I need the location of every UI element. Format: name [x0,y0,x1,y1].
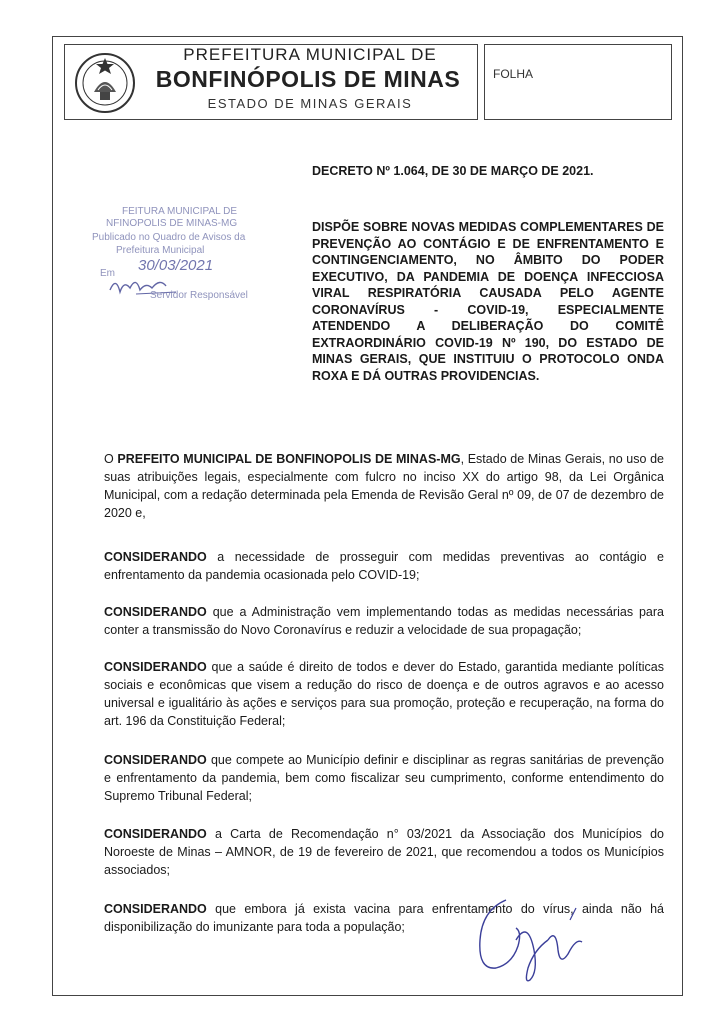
municipal-seal-icon [74,52,136,114]
paragraph-text: que compete ao Município definir e disciplinar as regras sanitárias de prevenção e enfrentamento da pandemia, bem como fiscalizar seu cumprimento, conforme entendimento do Supremo Tribunal Federal; [104,753,664,803]
decree-title: DECRETO Nº 1.064, DE 30 DE MARÇO DE 2021. [312,164,594,178]
folha-label: FOLHA [493,67,534,81]
stamp-line-1: FEITURA MUNICIPAL DE [122,206,238,217]
letterhead-line-prefeitura: PREFEITURA MUNICIPAL DE [183,45,437,64]
publication-stamp [92,206,260,306]
paragraph-lead: O [104,452,118,466]
folha-box [484,44,672,120]
considerando-paragraph [104,825,664,879]
paragraph-text: , Estado de Minas Gerais, no uso de suas atribuições legais, especialmente com fulcro no inciso XX do artigo 98, da Lei Orgânica Municipal, com a redação determinada pela Emenda de Revisão Geral nº 09, de 07 de dezembro de 2020 e, [104,452,664,520]
considerando-paragraph [104,751,664,805]
handwritten-signature-icon [472,880,602,990]
paragraph-bold: CONSIDERANDO [104,605,207,619]
stamp-line-3: Publicado no Quadro de Avisos da [92,232,246,243]
paragraph-bold: CONSIDERANDO [104,660,207,674]
considerando-paragraph [104,548,664,584]
stamp-date: 30/03/2021 [138,257,214,274]
paragraph-bold: PREFEITO MUNICIPAL DE BONFINOPOLIS DE MINAS-MG [117,452,461,466]
stamp-line-2: NFINOPOLIS DE MINAS-MG [106,218,238,229]
paragraph-bold: CONSIDERANDO [104,902,207,916]
stamp-line-4: Prefeitura Municipal [116,245,205,256]
stamp-responsible: Servidor Responsável [150,290,248,301]
paragraph-text: que a Administração vem implementando todas as medidas necessárias para conter a transmissão do Novo Coronavírus e reduzir a velocidade de sua propagação; [104,605,664,637]
preamble-paragraph [104,450,664,522]
letterhead-municipality-name: BONFINÓPOLIS DE MINAS [155,66,461,92]
paragraph-bold: CONSIDERANDO [104,827,207,841]
letterhead-state: ESTADO DE MINAS GERAIS [207,96,413,111]
paragraph-bold: CONSIDERANDO [104,550,207,564]
paragraph-bold: CONSIDERANDO [104,753,207,767]
stamp-date-prefix: Em [100,268,115,279]
paragraph-text: que a saúde é direito de todos e dever do Estado, garantida mediante políticas sociais e econômicas que visem a redução do risco de doença e de outros agravos e ao acesso universal e igualitário às ações e serviços para sua promoção, proteção e recuperação, na forma do art. 196 da Constituição Federal; [104,660,664,728]
paragraph-text: a necessidade de prosseguir com medidas preventivas ao contágio e enfrentamento da pandemia ocasionada pelo COVID-19; [104,550,664,582]
paragraph-text: a Carta de Recomendação n° 03/2021 da Associação dos Municípios do Noroeste de Minas – AMNOR, de 19 de fevereiro de 2021, que recomendou a todos os Municípios associados; [104,827,664,877]
considerando-paragraph [104,658,664,730]
considerando-paragraph [104,603,664,639]
decree-ementa: DISPÕE SOBRE NOVAS MEDIDAS COMPLEMENTARES DE PREVENÇÃO AO CONTÁGIO E DE ENFRENTAMENTO E CONTINGENCIAMENTO, NO ÂMBITO DO PODER EXECUTIVO, DA PANDEMIA DE DOENÇA INFECCIOSA VIRAL RESPIRATÓRIA CAUSADA PELO AGENTE CORONAVÍRUS - COVID-19, ESPECIALMENTE ATENDENDO A DELIBERAÇÃO DO COMITÊ EXTRAORDINÁRIO COVID-19 Nº 190, DO ESTADO DE MINAS GERAIS, QUE INSTITUIU O PROTOCOLO ONDA ROXA E DÁ OUTRAS PROVIDENCIAS. [312,220,664,383]
paragraph-text: que embora já exista vacina para enfrentamento do vírus, ainda não há disponibilização do imunizante para toda a população; [104,902,664,934]
